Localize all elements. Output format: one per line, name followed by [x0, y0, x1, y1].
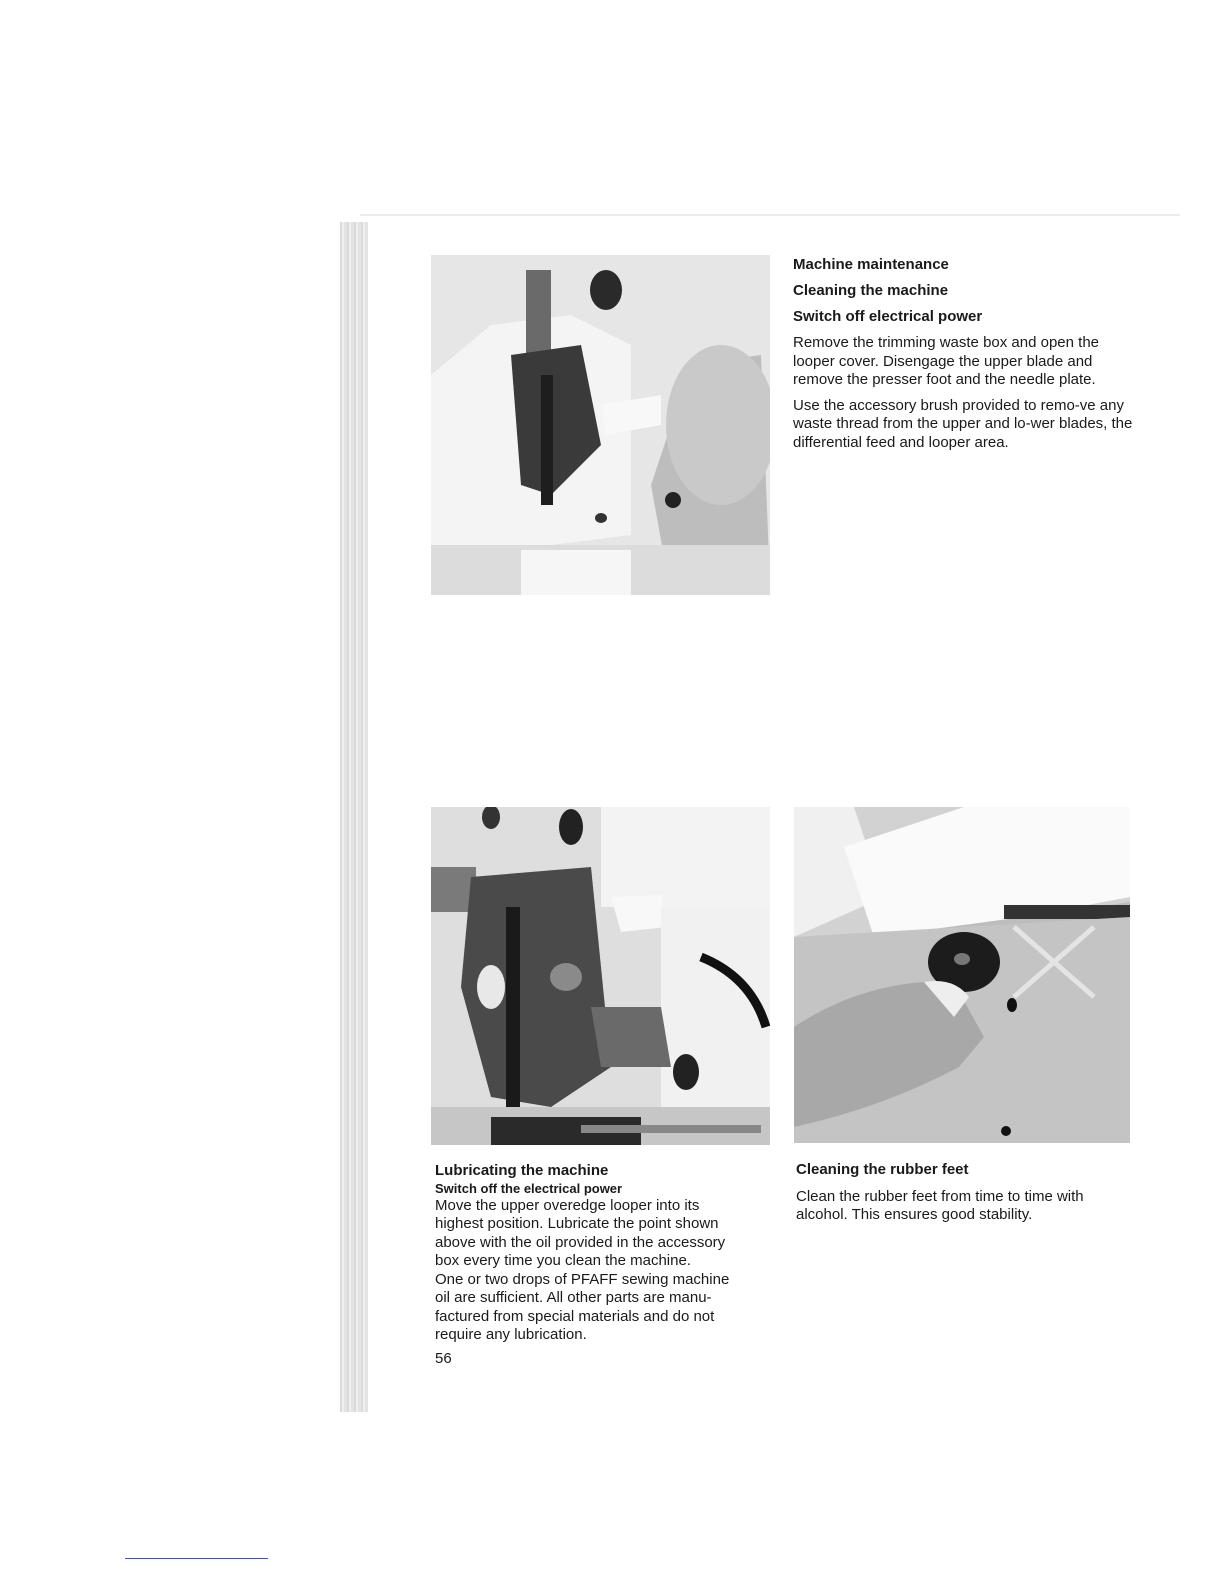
paragraph: Use the accessory brush provided to remo-ve any waste thread from the upper and lo-wer blades, the differential feed and looper area. [793, 396, 1133, 451]
body-line: factured from special materials and do not [435, 1307, 715, 1325]
section-rubber-feet [796, 1161, 1136, 1225]
page-number: 56 [435, 1350, 452, 1367]
power-warning: Switch off the electrical power [435, 1180, 623, 1196]
body-line: oil are sufficient. All other parts are manu- [435, 1289, 712, 1306]
photo-rubber-feet [794, 807, 1130, 1143]
binding-shadow [340, 222, 368, 1412]
section-title: Cleaning the rubber feet [796, 1161, 969, 1178]
footer-rule [125, 1558, 268, 1559]
section-lubricating [435, 1162, 775, 1345]
photo-lubricating-machine [431, 807, 770, 1145]
body-line: highest position. Lubricate the point shown [435, 1215, 719, 1232]
section-title: Lubricating the machine [435, 1162, 609, 1179]
paragraph: Clean the rubber feet from time to time with alcohol. This ensures good stability. [796, 1187, 1084, 1223]
section-machine-maintenance [793, 256, 1133, 459]
body-line: Move the upper overedge looper into its [435, 1196, 700, 1214]
body-line: One or two drops of PFAFF sewing machine [435, 1270, 730, 1288]
section-title: Machine maintenance [793, 256, 949, 273]
body-line: box every time you clean the machine. [435, 1252, 691, 1269]
page-edge [360, 214, 1180, 216]
body-line: above with the oil provided in the accessory [435, 1233, 726, 1251]
power-warning: Switch off electrical power [793, 308, 983, 325]
body-line: require any lubrication. [435, 1326, 587, 1343]
photo-cleaning-machine [431, 255, 770, 595]
section-subtitle: Cleaning the machine [793, 282, 949, 299]
paragraph: Remove the trimming waste box and open the looper cover. Disengage the upper blade and remove the presser foot and the needle plate. [793, 334, 1099, 388]
